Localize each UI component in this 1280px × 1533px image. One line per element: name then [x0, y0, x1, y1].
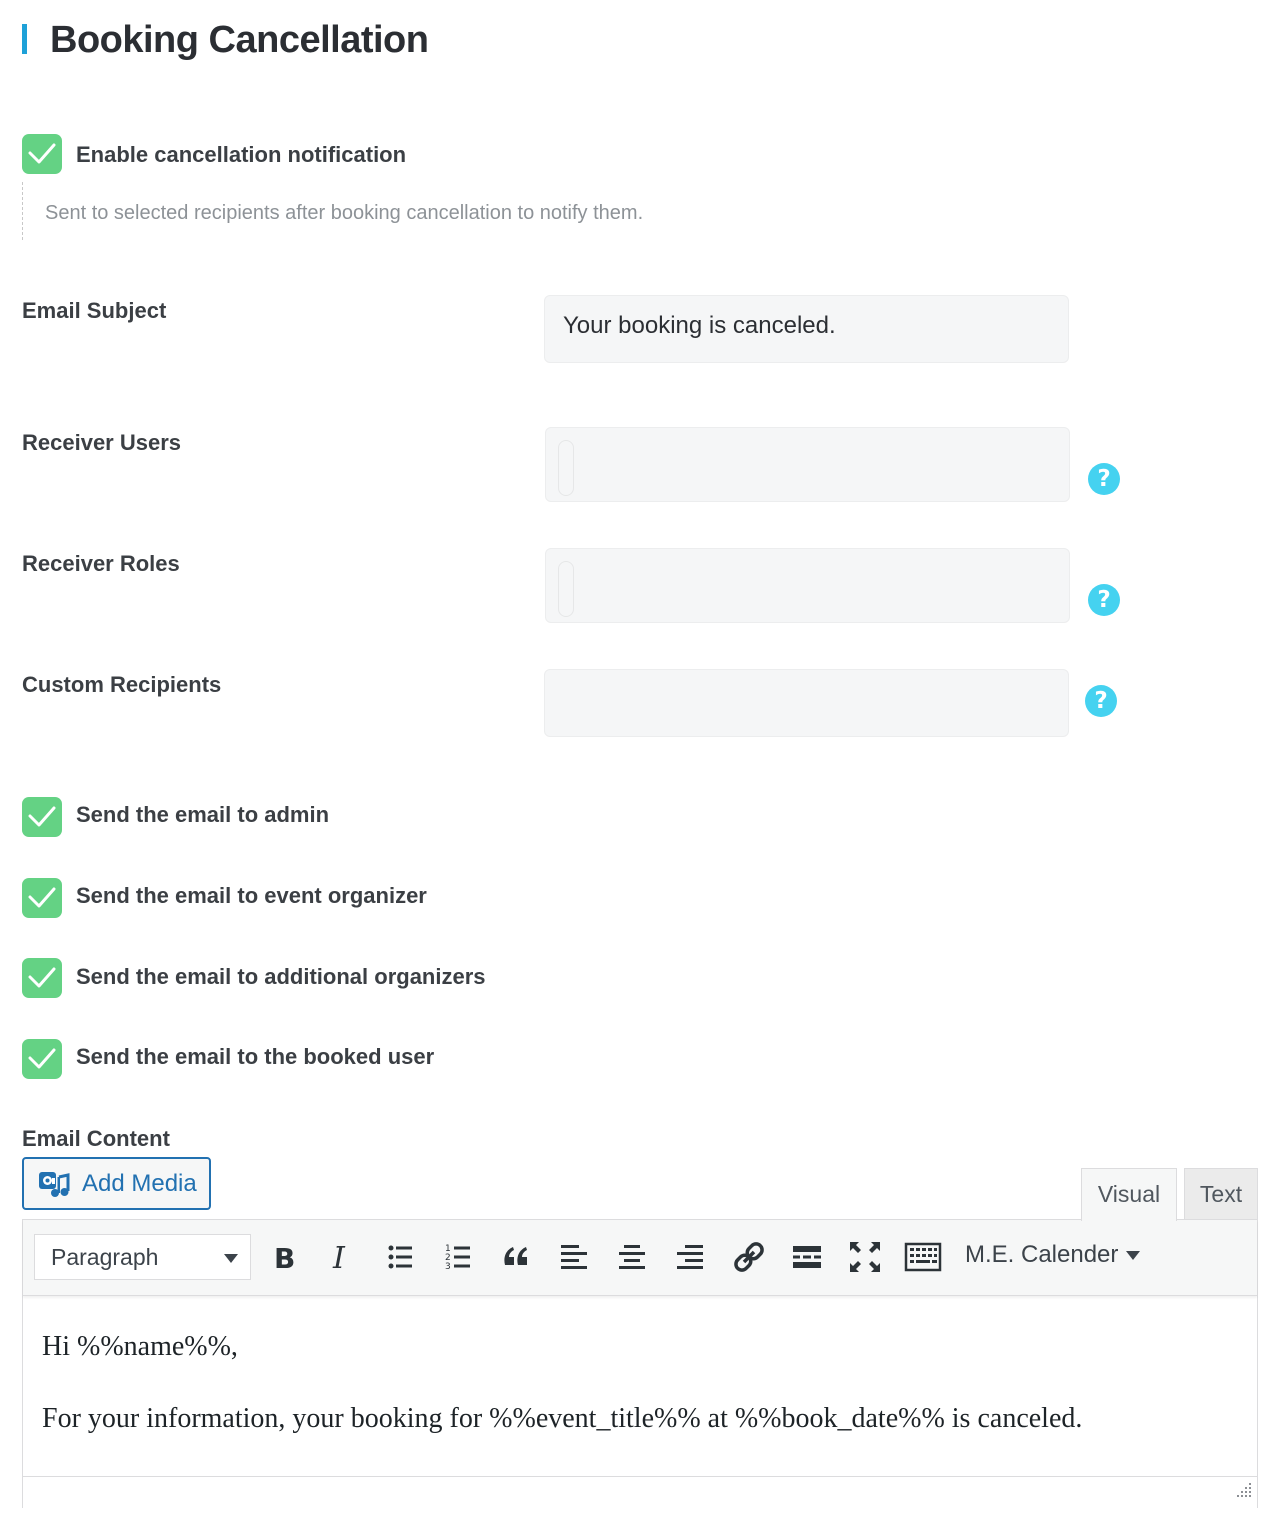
svg-text:2: 2 [445, 1253, 451, 1263]
email-subject-value: Your booking is canceled. [563, 312, 836, 339]
format-select-value: Paragraph [51, 1244, 159, 1270]
caret-down-icon [1126, 1251, 1140, 1260]
read-more-icon[interactable] [787, 1237, 827, 1277]
enable-notification-label: Enable cancellation notification [76, 142, 407, 167]
receiver-roles-select[interactable] [545, 548, 1070, 623]
editor-status-bar [23, 1476, 1257, 1508]
add-media-button[interactable] [22, 1157, 211, 1210]
tab-visual[interactable]: Visual [1081, 1168, 1177, 1221]
checkmark-icon [28, 886, 56, 910]
page-title: Booking Cancellation [50, 19, 429, 61]
send-to-admin-label: Send the email to admin [76, 802, 330, 827]
caret-down-icon [224, 1254, 238, 1263]
resize-handle-icon[interactable] [1235, 1481, 1253, 1504]
custom-recipients-help-icon[interactable]: ? [1085, 685, 1117, 717]
align-right-icon[interactable] [671, 1237, 711, 1277]
media-icon [38, 1171, 70, 1204]
svg-text:3: 3 [445, 1262, 451, 1272]
enable-notification-checkbox[interactable] [22, 134, 62, 174]
receiver-users-label: Receiver Users [22, 430, 182, 455]
checkmark-icon [28, 805, 56, 829]
add-media-label: Add Media [82, 1170, 197, 1197]
receiver-roles-label: Receiver Roles [22, 551, 180, 576]
email-content-editor [22, 1219, 1258, 1508]
toolbar-toggle-icon[interactable] [903, 1237, 943, 1277]
custom-recipients-input[interactable] [544, 669, 1069, 737]
blockquote-icon[interactable] [497, 1237, 537, 1277]
receiver-users-help-icon[interactable]: ? [1088, 463, 1120, 495]
send-to-booked-user-label: Send the email to the booked user [76, 1044, 435, 1069]
svg-text:B: B [274, 1242, 296, 1275]
send-to-additional-organizers-label: Send the email to additional organizers [76, 964, 486, 989]
send-to-admin-checkbox[interactable] [22, 797, 62, 837]
send-to-additional-organizers-checkbox[interactable] [22, 958, 62, 998]
svg-text:1: 1 [445, 1244, 451, 1254]
checkmark-icon [28, 142, 56, 166]
editor-paragraph: Hi %%name%%, [42, 1331, 238, 1362]
bullet-list-icon[interactable] [381, 1237, 421, 1277]
custom-recipients-label: Custom Recipients [22, 672, 222, 697]
format-select[interactable] [34, 1234, 251, 1280]
send-to-booked-user-checkbox[interactable] [22, 1039, 62, 1079]
link-icon[interactable] [729, 1237, 769, 1277]
description-divider [22, 182, 23, 240]
align-center-icon[interactable] [613, 1237, 653, 1277]
align-left-icon[interactable] [555, 1237, 595, 1277]
bold-icon[interactable] [265, 1237, 305, 1277]
me-calender-menu[interactable] [965, 1237, 1140, 1277]
select-input-cap [558, 561, 574, 617]
email-subject-input[interactable] [544, 295, 1069, 363]
numbered-list-icon[interactable] [439, 1237, 479, 1277]
svg-text:I: I [333, 1241, 345, 1276]
send-to-organizer-label: Send the email to event organizer [76, 883, 427, 908]
receiver-users-select[interactable] [545, 427, 1070, 502]
title-accent-bar [22, 24, 27, 54]
checkmark-icon [28, 966, 56, 990]
email-subject-label: Email Subject [22, 298, 167, 323]
receiver-roles-help-icon[interactable]: ? [1088, 584, 1120, 616]
italic-icon[interactable] [323, 1237, 363, 1277]
select-input-cap [558, 440, 574, 496]
me-calender-label: M.E. Calender [965, 1241, 1119, 1268]
email-content-label: Email Content [22, 1126, 170, 1151]
checkmark-icon [28, 1047, 56, 1071]
editor-paragraph: For your information, your booking for %%event_title%% at %%book_date%% is canceled. [42, 1403, 1083, 1434]
editor-content-area[interactable] [23, 1296, 1257, 1476]
send-to-organizer-checkbox[interactable] [22, 878, 62, 918]
enable-notification-description: Sent to selected recipients after booking cancellation to notify them. [45, 202, 644, 224]
tab-text[interactable]: Text [1184, 1168, 1258, 1220]
fullscreen-icon[interactable] [845, 1237, 885, 1277]
editor-toolbar [23, 1220, 1257, 1296]
